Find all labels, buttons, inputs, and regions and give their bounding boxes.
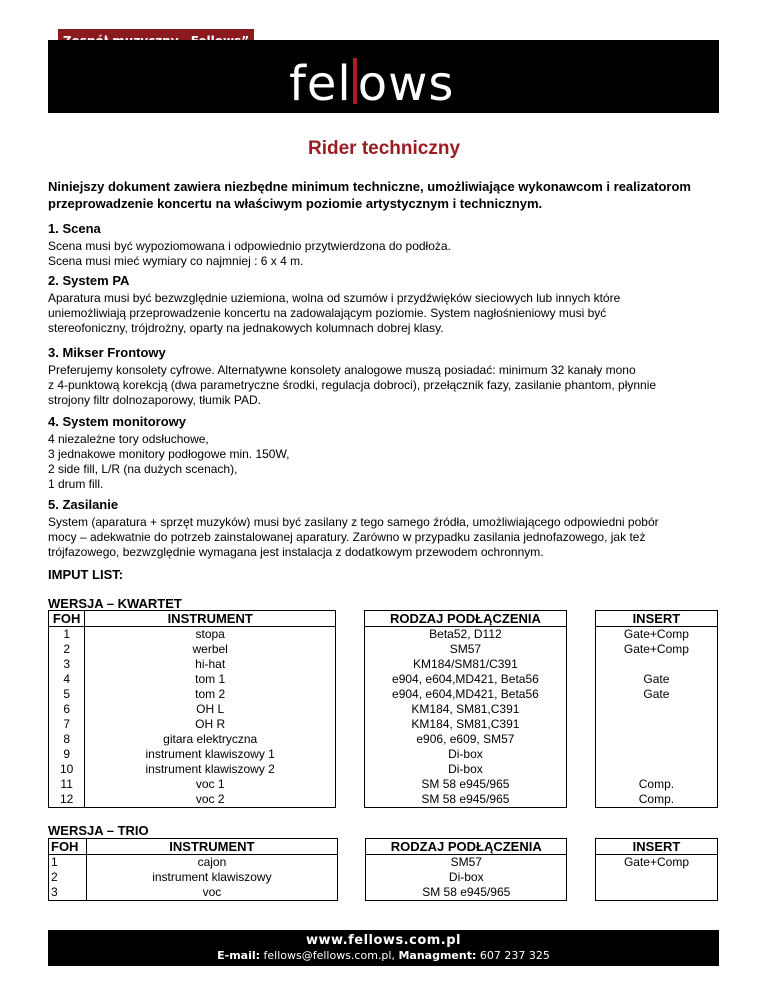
col-instrument: INSTRUMENT (87, 839, 337, 855)
cell-gap (336, 732, 365, 747)
col-insert: INSERT (595, 839, 717, 855)
cell-rodzaj: e906, e609, SM57 (364, 732, 567, 747)
col-rodzaj: RODZAJ PODŁĄCZENIA (366, 839, 567, 855)
cell-foh: 9 (49, 747, 85, 762)
cell-instrument: cajon (87, 855, 337, 871)
cell-instrument: gitara elektryczna (85, 732, 336, 747)
cell-instrument: instrument klawiszowy (87, 870, 337, 885)
cell-rodzaj: SM57 (366, 855, 567, 871)
cell-instrument: tom 1 (85, 672, 336, 687)
section-text: System (aparatura + sprzęt muzyków) musi być zasilany z tego samego źródła, umożliwiającego odpowiedni pobór mocy – adekwatnie do potrzeb zainstalowanej aparatury. Zarówno w przypadku zasilania jednofazowego, jak też trójfazowego, bezwzględnie wymagana jest instalacja z dodatkowym przewodem ochronnym. (48, 515, 659, 559)
cell-foh: 5 (49, 687, 85, 702)
cell-instrument: instrument klawiszowy 2 (85, 762, 336, 777)
table-row (49, 732, 718, 747)
table-row (49, 762, 718, 777)
logo-bar-red (353, 58, 357, 104)
col-gap (567, 611, 596, 627)
table-row (49, 792, 718, 808)
table-header-row (49, 839, 718, 855)
kwartet-table (48, 610, 718, 808)
table-row (49, 747, 718, 762)
cell-insert (595, 870, 717, 885)
cell-gap (336, 627, 365, 643)
table-row (49, 672, 718, 687)
cell-insert: Gate+Comp (595, 855, 717, 871)
cell-rodzaj: SM57 (364, 642, 567, 657)
cell-rodzaj: Di-box (364, 747, 567, 762)
table-row (49, 642, 718, 657)
section-text: Scena musi być wypoziomowana i odpowiednio przytwierdzona do podłoża. Scena musi mieć wymiary co najmniej : 6 x 4 m. (48, 239, 451, 268)
section-text: Preferujemy konsolety cyfrowe. Alternatywne konsolety analogowe muszą posiadać: minimum 32 kanały mono z 4-punktową korekcją (dwa parametryczne środki, regulacja dobroci), przełącznik fazy, zasilanie phantom, płynnie strojony filtr dolnozaporowy, tłumik PAD. (48, 363, 657, 407)
section-system-pa (48, 272, 718, 336)
col-gap (336, 611, 365, 627)
cell-foh: 7 (49, 717, 85, 732)
cell-rodzaj: e904, e604,MD421, Beta56 (364, 672, 567, 687)
cell-rodzaj: SM 58 e945/965 (364, 777, 567, 792)
cell-gap (336, 762, 365, 777)
cell-insert (595, 747, 717, 762)
cell-rodzaj: SM 58 e945/965 (366, 885, 567, 901)
table-row (49, 855, 718, 871)
cell-instrument: OH L (85, 702, 336, 717)
cell-insert: Gate+Comp (595, 642, 717, 657)
intro-paragraph: Niniejszy dokument zawiera niezbędne minimum techniczne, umożliwiające wykonawcom i realizatorom przeprowadzenie koncertu na właściwym poziomie artystycznym i technicznym. (48, 179, 691, 211)
table-row (49, 870, 718, 885)
cell-instrument: instrument klawiszowy 1 (85, 747, 336, 762)
col-gap (567, 839, 596, 855)
cell-gap (567, 717, 596, 732)
cell-gap (567, 702, 596, 717)
cell-gap (567, 732, 596, 747)
cell-instrument: werbel (85, 642, 336, 657)
section-text: Aparatura musi być bezwzględnie uziemiona, wolna od szumów i przydźwięków sieciowych lub innych które uniemożliwiają przeprowadzenie koncertu na zadowalającym poziomie. System nagłośnieniowy musi być stereofoniczny, trójdrożny, oparty na jednakowych kolumnach dobrej klasy. (48, 291, 621, 335)
cell-gap (336, 642, 365, 657)
cell-foh: 1 (49, 855, 87, 871)
cell-foh: 1 (49, 627, 85, 643)
cell-foh: 2 (49, 642, 85, 657)
cell-instrument: tom 2 (85, 687, 336, 702)
cell-gap (567, 627, 596, 643)
cell-gap (567, 792, 596, 808)
cell-insert (595, 885, 717, 901)
col-foh: FOH (49, 611, 85, 627)
trio-title: WERSJA – TRIO (48, 823, 149, 838)
cell-foh: 11 (49, 777, 85, 792)
kwartet-title: WERSJA – KWARTET (48, 596, 182, 611)
section-scena (48, 220, 718, 269)
phone-number: 607 237 325 (479, 949, 550, 962)
cell-gap (336, 792, 365, 808)
cell-foh: 3 (49, 885, 87, 901)
cell-gap (336, 702, 365, 717)
email-link[interactable]: fellows@fellows.com.pl, (263, 949, 395, 962)
col-instrument: INSTRUMENT (85, 611, 336, 627)
cell-gap (567, 657, 596, 672)
col-gap (337, 839, 366, 855)
website-link[interactable]: www.fellows.com.pl (305, 933, 462, 948)
cell-rodzaj: KM184, SM81,C391 (364, 717, 567, 732)
cell-insert (595, 762, 717, 777)
section-zasilanie (48, 496, 718, 560)
cell-insert: Gate (595, 672, 717, 687)
cell-foh: 6 (49, 702, 85, 717)
cell-foh: 3 (49, 657, 85, 672)
cell-gap (567, 747, 596, 762)
cell-instrument: voc 2 (85, 792, 336, 808)
fellows-logo (289, 54, 454, 114)
section-heading: 4. System monitorowy (48, 414, 186, 429)
cell-foh: 12 (49, 792, 85, 808)
trio-table (48, 838, 718, 901)
section-heading: 3. Mikser Frontowy (48, 345, 166, 360)
cell-instrument: stopa (85, 627, 336, 643)
cell-insert (595, 717, 717, 732)
page-title: Rider techniczny (307, 138, 461, 159)
cell-gap (336, 687, 365, 702)
cell-instrument: voc (87, 885, 337, 901)
cell-insert (595, 732, 717, 747)
cell-gap (336, 672, 365, 687)
cell-gap (567, 855, 596, 871)
table-row (49, 717, 718, 732)
footer-banner (48, 930, 719, 966)
cell-instrument: hi-hat (85, 657, 336, 672)
cell-insert: Comp. (595, 792, 717, 808)
cell-rodzaj: Di-box (364, 762, 567, 777)
section-monitory (48, 413, 718, 492)
cell-rodzaj: e904, e604,MD421, Beta56 (364, 687, 567, 702)
cell-foh: 8 (49, 732, 85, 747)
logo-text-part1: fel (289, 56, 352, 112)
cell-rodzaj: KM184, SM81,C391 (364, 702, 567, 717)
cell-gap (336, 657, 365, 672)
cell-rodzaj: Beta52, D112 (364, 627, 567, 643)
table-header-row (49, 611, 718, 627)
section-text: 4 niezależne tory odsłuchowe, 3 jednakowe monitory podłogowe min. 150W, 2 side fill, L/R (na dużych scenach), 1 drum fill. (48, 432, 290, 491)
table-row (49, 702, 718, 717)
section-heading: 1. Scena (48, 221, 101, 236)
cell-rodzaj: KM184/SM81/C391 (364, 657, 567, 672)
cell-rodzaj: SM 58 e945/965 (364, 792, 567, 808)
cell-gap (337, 870, 366, 885)
cell-gap (336, 717, 365, 732)
cell-insert (595, 702, 717, 717)
col-insert: INSERT (595, 611, 717, 627)
section-heading: 5. Zasilanie (48, 497, 119, 512)
table-row (49, 885, 718, 901)
cell-gap (336, 747, 365, 762)
cell-gap (336, 777, 365, 792)
cell-instrument: voc 1 (85, 777, 336, 792)
cell-gap (567, 687, 596, 702)
cell-gap (337, 885, 366, 901)
cell-insert: Comp. (595, 777, 717, 792)
cell-insert (595, 657, 717, 672)
table-row (49, 687, 718, 702)
cell-foh: 4 (49, 672, 85, 687)
contact-line: E-mail: fellows@fellows.com.pl, Managment: 607 237 325 (217, 949, 550, 962)
logo-text-part2: ows (357, 56, 455, 112)
cell-foh: 10 (49, 762, 85, 777)
cell-rodzaj: Di-box (366, 870, 567, 885)
cell-instrument: OH R (85, 717, 336, 732)
cell-gap (567, 885, 596, 901)
cell-insert: Gate (595, 687, 717, 702)
table-row (49, 657, 718, 672)
cell-gap (567, 777, 596, 792)
cell-gap (567, 642, 596, 657)
cell-gap (567, 762, 596, 777)
cell-gap (567, 672, 596, 687)
table-row (49, 777, 718, 792)
cell-foh: 2 (49, 870, 87, 885)
col-rodzaj: RODZAJ PODŁĄCZENIA (364, 611, 567, 627)
cell-gap (567, 870, 596, 885)
col-foh: FOH (49, 839, 87, 855)
section-heading: 2. System PA (48, 273, 130, 288)
cell-gap (337, 855, 366, 871)
input-list-heading: IMPUT LIST: (48, 567, 124, 582)
table-row (49, 627, 718, 643)
cell-insert: Gate+Comp (595, 627, 717, 643)
section-mikser (48, 344, 718, 408)
